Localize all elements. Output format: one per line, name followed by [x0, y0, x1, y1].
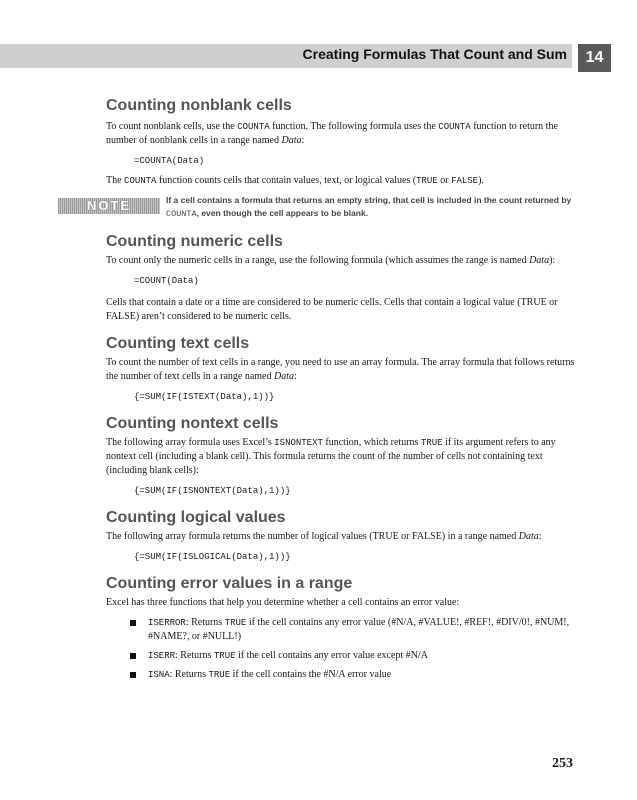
note-badge: NOTE: [58, 198, 160, 214]
inline-code: COUNTA: [438, 122, 471, 132]
inline-code: TRUE: [420, 438, 443, 448]
formula-block: {=SUM(IF(ISTEXT(Data),1))}: [134, 392, 275, 402]
inline-code: ISNONTEXT: [274, 438, 323, 448]
formula-block: =COUNTA(Data): [134, 156, 205, 166]
inline-code: COUNTA: [166, 209, 197, 219]
inline-code: COUNTA: [124, 176, 157, 186]
list-item: ISERROR: Returns TRUE if the cell contains any error value (#N/A, #VALUE!, #REF!, #DIV/0!, #NUM!, #NAME?, or #NULL!): [106, 616, 576, 644]
square-bullet-icon: [130, 653, 136, 659]
page-content: [86, 96, 576, 687]
formula-block: {=SUM(IF(ISLOGICAL(Data),1))}: [134, 552, 291, 562]
inline-code: TRUE: [416, 176, 438, 186]
paragraph: To count only the numeric cells in a range, use the following formula (which assumes the range is named Data):: [106, 255, 556, 266]
formula-block: =COUNT(Data): [134, 276, 199, 286]
square-bullet-icon: [130, 672, 136, 678]
paragraph: The COUNTA function counts cells that contain values, text, or logical values (TRUE or FALSE).: [106, 175, 484, 186]
running-header-title: Creating Formulas That Count and Sum: [302, 46, 567, 62]
paragraph: Cells that contain a date or a time are considered to be numeric cells. Cells that contain a logical value (TRUE or FALSE) aren’t considered to be numeric cells.: [106, 297, 558, 322]
note-text: If a cell contains a formula that returns an empty string, that cell is included in the count returned by COUNTA, even though the cell appears to be blank.: [166, 195, 572, 219]
section-heading-errors: Counting error values in a range: [106, 575, 353, 592]
inline-code: FALSE: [451, 176, 479, 186]
section-heading-logical: Counting logical values: [106, 509, 286, 526]
list-item: ISNA: Returns TRUE if the cell contains the #N/A error value: [106, 668, 576, 682]
formula-block: {=SUM(IF(ISNONTEXT(Data),1))}: [134, 486, 291, 496]
error-functions-list: [106, 616, 576, 682]
page-number: 253: [552, 756, 573, 771]
paragraph: To count nonblank cells, use the COUNTA function. The following formula uses the COUNTA function to return the number of nonblank cells in a range named Data:: [106, 121, 558, 146]
section-heading-numeric: Counting numeric cells: [106, 233, 283, 250]
note-callout: [86, 194, 576, 222]
chapter-number-badge: 14: [578, 44, 611, 72]
paragraph: Excel has three functions that help you determine whether a cell contains an error value:: [106, 597, 460, 608]
section-heading-nonblank: Counting nonblank cells: [106, 97, 292, 114]
paragraph: To count the number of text cells in a range, you need to use an array formula. The array formula that follows returns the number of text cells in a range named Data:: [106, 357, 575, 382]
paragraph: The following array formula uses Excel’s ISNONTEXT function, which returns TRUE if its argument refers to any nontext cell (including a blank cell). This formula returns the count of the number of cells not containing text (including blank cells):: [106, 437, 556, 476]
section-heading-text: Counting text cells: [106, 335, 250, 352]
square-bullet-icon: [130, 620, 136, 626]
paragraph: The following array formula returns the number of logical values (TRUE or FALSE) in a range named Data:: [106, 531, 542, 542]
section-heading-nontext: Counting nontext cells: [106, 415, 279, 432]
inline-code: COUNTA: [237, 122, 270, 132]
list-item: ISERR: Returns TRUE if the cell contains any error value except #N/A: [106, 649, 576, 663]
